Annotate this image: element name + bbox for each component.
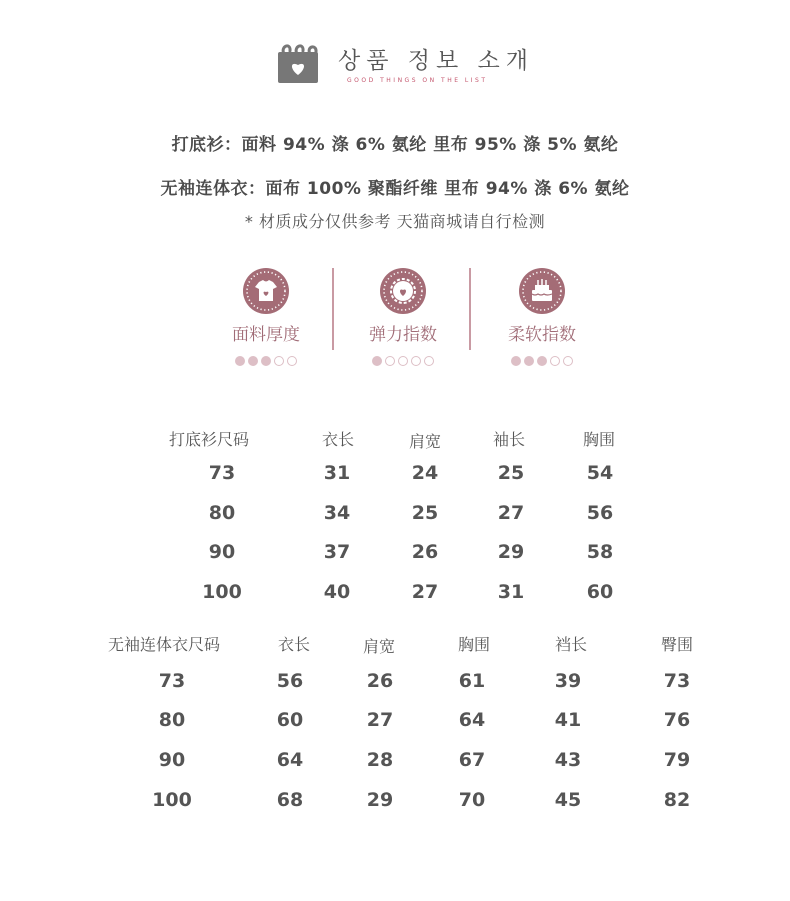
indicator-dots [201, 354, 331, 366]
indicator-softness [477, 268, 607, 366]
dot-empty [550, 356, 560, 366]
dot-filled [524, 356, 534, 366]
table-cell: 40 [323, 581, 351, 603]
dot-empty [385, 356, 395, 366]
table-header-length: 衣长 [321, 430, 355, 449]
table-cell: 60 [586, 581, 614, 603]
table-cell: 79 [663, 749, 691, 771]
dot-filled [261, 356, 271, 366]
table-cell: 67 [458, 749, 486, 771]
table-header-chest: 胸围 [457, 635, 491, 654]
dot-filled [511, 356, 521, 366]
table-cell: 26 [366, 670, 394, 692]
indicator-label: 弹力指数 [369, 325, 437, 345]
table-cell: 82 [663, 789, 691, 811]
table-cell: 80 [158, 709, 186, 731]
dot-filled [537, 356, 547, 366]
table-cell: 29 [366, 789, 394, 811]
material-line-top: 打底衫：面料 94% 涤 6% 氨纶 里布 95% 涤 5% 氨纶 [171, 135, 619, 155]
table-cell: 54 [586, 462, 614, 484]
table-cell: 56 [276, 670, 304, 692]
table-header-length: 衣长 [277, 635, 311, 654]
shirt-icon [243, 268, 289, 314]
table-cell: 43 [554, 749, 582, 771]
indicator-divider [469, 268, 471, 350]
table-header-hip: 臀围 [660, 635, 694, 654]
table-cell: 26 [411, 541, 439, 563]
indicator-label: 面料厚度 [232, 325, 300, 345]
heart-flower-icon [380, 268, 426, 314]
table-cell: 31 [497, 581, 525, 603]
table-cell: 27 [411, 581, 439, 603]
table-cell: 45 [554, 789, 582, 811]
table-cell: 70 [458, 789, 486, 811]
table-cell: 90 [158, 749, 186, 771]
table-header-shoulder: 肩宽 [362, 637, 396, 656]
table-header-chest: 胸围 [582, 430, 616, 449]
indicator-thickness [201, 268, 331, 366]
table-cell: 64 [458, 709, 486, 731]
table-cell: 28 [366, 749, 394, 771]
table-header-shoulder: 肩宽 [408, 432, 442, 451]
table-cell: 39 [554, 670, 582, 692]
table-cell: 73 [208, 462, 236, 484]
table-header-crotch: 裆长 [554, 635, 588, 654]
table-header-size: 打底衫尺码 [168, 430, 250, 449]
page-title: 상품 정보 소개 [338, 48, 534, 74]
dot-empty [398, 356, 408, 366]
indicator-divider [332, 268, 334, 350]
table-cell: 58 [586, 541, 614, 563]
indicator-label: 柔软指数 [508, 325, 576, 345]
table-cell: 41 [554, 709, 582, 731]
table-cell: 37 [323, 541, 351, 563]
shopping-bag-heart-icon [277, 42, 319, 84]
table-cell: 100 [202, 581, 242, 603]
table-cell: 27 [366, 709, 394, 731]
table-cell: 34 [323, 502, 351, 524]
table-cell: 60 [276, 709, 304, 731]
indicator-dots [338, 354, 468, 366]
table-cell: 73 [663, 670, 691, 692]
dot-empty [411, 356, 421, 366]
page-subtitle: GOOD THINGS ON THE LIST [347, 77, 488, 84]
table-cell: 56 [586, 502, 614, 524]
table-cell: 29 [497, 541, 525, 563]
dot-empty [563, 356, 573, 366]
dot-empty [287, 356, 297, 366]
table-cell: 24 [411, 462, 439, 484]
indicator-elasticity [338, 268, 468, 366]
dot-filled [248, 356, 258, 366]
dot-filled [372, 356, 382, 366]
table-cell: 68 [276, 789, 304, 811]
material-line-romper: 无袖连体衣：面布 100% 聚酯纤维 里布 94% 涤 6% 氨纶 [160, 179, 630, 199]
dot-empty [274, 356, 284, 366]
table-cell: 73 [158, 670, 186, 692]
table-cell: 90 [208, 541, 236, 563]
table-header-sleeve: 袖长 [492, 430, 526, 449]
table-cell: 25 [411, 502, 439, 524]
table-cell: 61 [458, 670, 486, 692]
table-header-size: 无袖连体衣尺码 [107, 635, 221, 654]
table-cell: 64 [276, 749, 304, 771]
table-cell: 80 [208, 502, 236, 524]
dot-filled [235, 356, 245, 366]
cake-icon [519, 268, 565, 314]
material-note: * 材质成分仅供参考 天猫商城请自行检测 [244, 212, 546, 231]
table-cell: 76 [663, 709, 691, 731]
table-cell: 31 [323, 462, 351, 484]
table-cell: 25 [497, 462, 525, 484]
dot-empty [424, 356, 434, 366]
table-cell: 100 [152, 789, 192, 811]
indicator-dots [477, 354, 607, 366]
table-cell: 27 [497, 502, 525, 524]
